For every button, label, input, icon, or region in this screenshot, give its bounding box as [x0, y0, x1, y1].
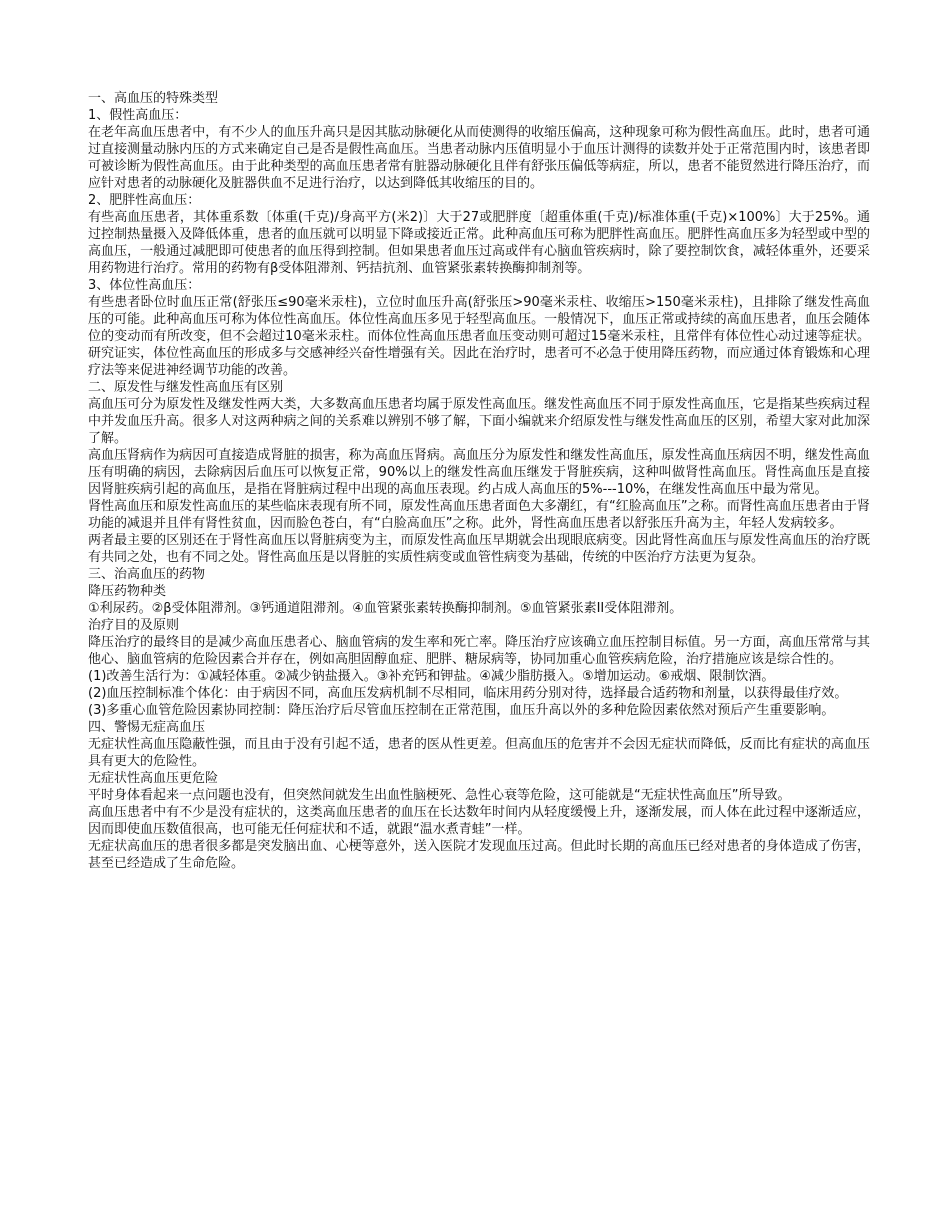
paragraph-clinical-differences: 肾性高血压和原发性高血压的某些临床表现有所不同，原发性高血压患者面色大多潮红，有“红脸高血压”之称。而肾性高血压患者由于肾功能的减退并且伴有肾性贫血，因而脸色苍白，有“白脸高血压”之称。此外，肾性高血压患者以舒张压升高为主，年轻人发病较多。 [88, 499, 870, 531]
paragraph-individualized-control: (2)血压控制标准个体化：由于病因不同，高血压发病机制不尽相同，临床用药分别对待，选择最合适药物和剂量，以获得最佳疗效。 [88, 686, 848, 701]
paragraph-risk-factor-control: (3)多重心血管危险因素协同控制：降压治疗后尽管血压控制在正常范围，血压升高以外的多种危险因素依然对预后产生重要影响。 [88, 703, 835, 718]
subheading-drug-types: 降压药物种类 [88, 584, 167, 599]
paragraph-postural-hypertension: 有些患者卧位时血压正常(舒张压≤90毫米汞柱)，立位时血压升高(舒张压>90毫米汞柱、收缩压>150毫米汞柱)，且排除了继发性高血压的可能。此种高血压可称为体位性高血压。体位性高血压多见于轻型高血压。一般情况下，血压正常或持续的高血压患者，血压会随体位的变动而有所改变，但不会超过10毫米汞柱。而体位性高血压患者血压变动则可超过15毫米汞柱，且常伴有体位性心动过速等症状。研究证实，体位性高血压的形成多与交感神经兴奋性增强有关。因此在治疗时，患者可不必急于使用降压药物，而应通过体育锻炼和心理疗法等来促进神经调节功能的改善。 [88, 295, 870, 378]
paragraph-drug-list: ①利尿药。②β受体阻滞剂。③钙通道阻滞剂。④血管紧张素转换酶抑制剂。⑤血管紧张素II受体阻滞剂。 [88, 601, 683, 616]
paragraph-renal-hypertension: 高血压肾病作为病因可直接造成肾脏的损害，称为高血压肾病。高血压分为原发性和继发性高血压，原发性高血压病因不明，继发性高血压有明确的病因，去除病因后血压可以恢复正常，90%以上的继发性高血压继发于肾脏疾病，这种叫做肾性高血压。肾性高血压是直接因肾脏疾病引起的高血压，是指在肾脏病过程中出现的高血压表现。约占成人高血压的5%---10%，在继发性高血压中最为常见。 [88, 448, 870, 497]
subheading-treatment-goals: 治疗目的及原则 [88, 618, 180, 633]
document-body [88, 90, 870, 872]
paragraph-sudden-events: 平时身体看起来一点问题也没有，但突然间就发生出血性脑梗死、急性心衰等危险，这可能就是“无症状性高血压”所导致。 [88, 788, 791, 803]
paragraph-gradual-adaptation: 高血压患者中有不少是没有症状的，这类高血压患者的血压在长达数年时间内从轻度缓慢上升，逐渐发展，而人体在此过程中逐渐适应，因而即使血压数值很高，也可能无任何症状和不适，就跟“温水煮青蛙”一样。 [88, 805, 870, 837]
paragraph-obesity-hypertension: 有些高血压患者，其体重系数〔体重(千克)/身高平方(米2)〕大于27或肥胖度〔超重体重(千克)/标准体重(千克)×100%〕大于25%。通过控制热量摄入及降低体重，患者的血压就可以明显下降或接近正常。此种高血压可称为肥胖性高血压。肥胖性高血压多为轻型或中型的高血压，一般通过减肥即可使患者的血压得到控制。但如果患者血压过高或伴有心脑血管疾病时，除了要控制饮食，减轻体重外，还要采用药物进行治疗。常用的药物有β受体阻滞剂、钙拮抗剂、血管紧张素转换酶抑制剂等。 [88, 210, 870, 276]
paragraph-main-difference: 两者最主要的区别还在于肾性高血压以肾脏病变为主，而原发性高血压早期就会出现眼底病变。因此肾性高血压与原发性高血压的治疗既有共同之处，也有不同之处。肾性高血压是以肾脏的实质性病变或血管性病变为基础，传统的中医治疗方法更为复杂。 [88, 533, 870, 565]
paragraph-pseudo-hypertension: 在老年高血压患者中，有不少人的血压升高只是因其肱动脉硬化从而使测得的收缩压偏高，这种现象可称为假性高血压。此时，患者可通过直接测量动脉内压的方式来确定自己是否是假性高血压。当患者动脉内压值明显小于血压计测得的读数并处于正常范围内时，该患者即可被诊断为假性高血压。由于此种类型的高血压患者常有脏器动脉硬化且伴有舒张压偏低等病症，所以，患者不能贸然进行降压治疗，而应针对患者的动脉硬化及脏器供血不足进行治疗，以达到降低其收缩压的目的。 [88, 125, 870, 191]
section-heading-1: 一、高血压的特殊类型 [88, 91, 219, 106]
section-heading-4: 四、警惕无症高血压 [88, 720, 206, 735]
paragraph-primary-secondary-intro: 高血压可分为原发性及继发性两大类，大多数高血压患者均属于原发性高血压。继发性高血压不同于原发性高血压，它是指某些疾病过程中并发血压升高。很多人对这两种病之间的关系难以辨别不够了解，下面小编就来介绍原发性与继发性高血压的区别，希望大家对此加深了解。 [88, 397, 870, 446]
paragraph-treatment-goals: 降压治疗的最终目的是减少高血压患者心、脑血管病的发生率和死亡率。降压治疗应该确立血压控制目标值。另一方面，高血压常常与其他心、脑血管病的危险因素合并存在，例如高胆固醇血症、肥胖、糖尿病等，协同加重心血管疾病危险，治疗措施应该是综合性的。 [88, 635, 870, 667]
subheading-pseudo-hypertension: 1、假性高血压： [88, 108, 188, 123]
subheading-obesity-hypertension: 2、肥胖性高血压： [88, 193, 201, 208]
section-heading-3: 三、治高血压的药物 [88, 567, 206, 582]
section-heading-2: 二、原发性与继发性高血压有区别 [88, 380, 284, 395]
paragraph-lifestyle: (1)改善生活行为：①减轻体重。②减少钠盐摄入。③补充钙和钾盐。④减少脂肪摄入。⑤增加运动。⑥戒烟、限制饮酒。 [88, 669, 775, 684]
paragraph-asymptomatic-intro: 无症状性高血压隐蔽性强，而且由于没有引起不适，患者的医从性更差。但高血压的危害并不会因无症状而降低，反而比有症状的高血压具有更大的危险性。 [88, 737, 870, 769]
subheading-postural-hypertension: 3、体位性高血压： [88, 278, 201, 293]
paragraph-late-discovery: 无症状高血压的患者很多都是突发脑出血、心梗等意外，送入医院才发现血压过高。但此时长期的高血压已经对患者的身体造成了伤害，甚至已经造成了生命危险。 [88, 839, 870, 871]
subheading-asymptomatic-danger: 无症状性高血压更危险 [88, 771, 219, 786]
